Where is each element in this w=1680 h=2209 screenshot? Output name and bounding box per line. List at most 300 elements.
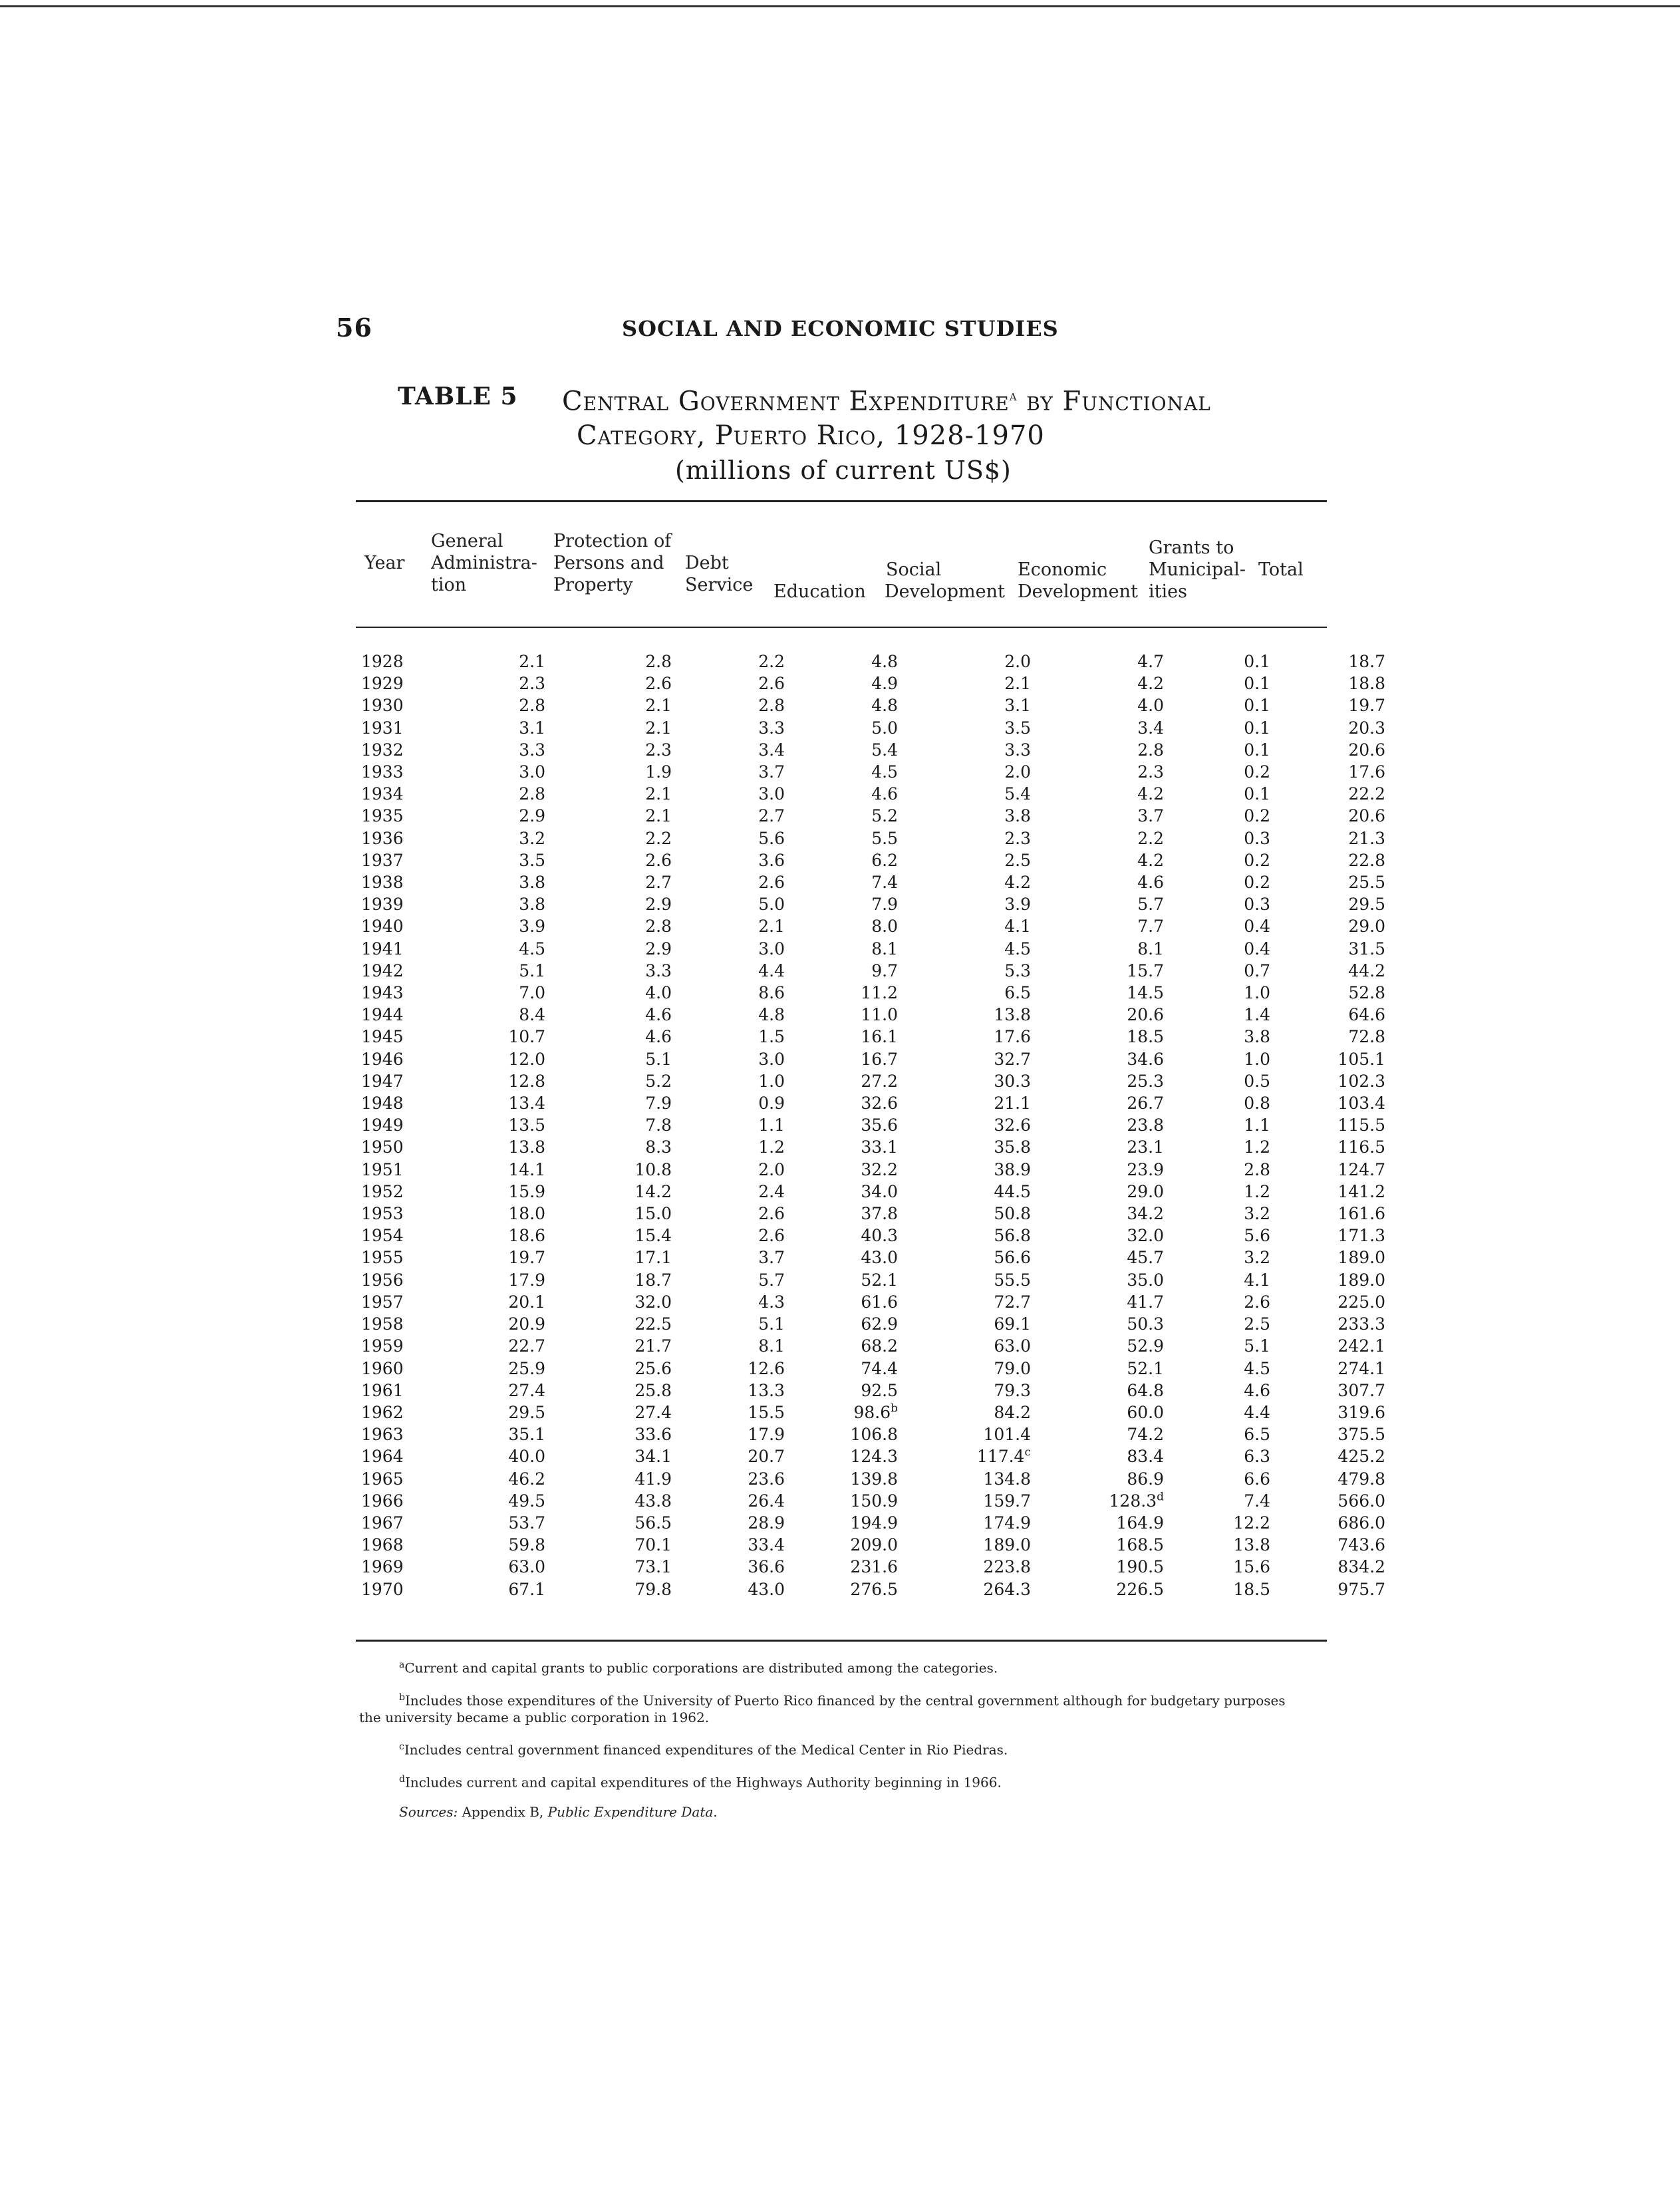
- cell-protection-value: 2.8: [645, 917, 672, 937]
- cell-year-value: 1933: [361, 762, 404, 782]
- cell-social-dev-value: 32.7: [994, 1049, 1031, 1069]
- cell-protection-value: 4.6: [645, 1027, 672, 1047]
- cell-debt-service: [712, 827, 798, 849]
- cell-education: [798, 1026, 924, 1048]
- footnote-d-mark: d: [399, 1773, 405, 1785]
- cell-general-admin-value: 67.1: [508, 1579, 545, 1599]
- cell-grants: [1197, 1380, 1297, 1401]
- cell-education: [798, 1556, 924, 1578]
- cell-protection-value: 18.7: [634, 1270, 672, 1290]
- cell-total-value: 52.8: [1348, 983, 1385, 1003]
- cell-social-dev: [924, 1468, 1057, 1490]
- col-head-education: [773, 581, 866, 603]
- cell-total: [1297, 1578, 1407, 1600]
- sources-title: Public Expenditure Data.: [547, 1803, 718, 1820]
- table-row: [356, 1004, 1407, 1026]
- cell-social-dev: [924, 871, 1057, 893]
- cell-total: [1297, 805, 1407, 827]
- cell-grants: [1197, 1159, 1297, 1181]
- cell-education: [798, 783, 924, 805]
- cell-total-value: 20.6: [1348, 740, 1385, 760]
- cell-protection: [579, 1401, 712, 1423]
- cell-education-value: 62.9: [861, 1314, 898, 1334]
- cell-protection-value: 7.9: [645, 1094, 672, 1113]
- cell-protection: [579, 871, 712, 893]
- cell-grants-value: 0.1: [1244, 718, 1270, 738]
- cell-year: [356, 1070, 444, 1092]
- cell-economic-dev-value: 15.7: [1127, 960, 1164, 980]
- footnote-c-text: Includes central government financed expenditures of the Medical Center in Rio Piedras.: [404, 1741, 1008, 1758]
- cell-social-dev-value: 5.4: [1004, 784, 1031, 804]
- table-row: [356, 651, 1407, 672]
- cell-grants-value: 4.4: [1244, 1402, 1270, 1422]
- cell-grants: [1197, 1534, 1297, 1556]
- cell-year: [356, 651, 444, 672]
- cell-debt-service-value: 1.1: [758, 1115, 785, 1135]
- cell-debt-service: [712, 1070, 798, 1092]
- cell-year-value: 1941: [361, 939, 404, 958]
- cell-social-dev: [924, 1380, 1057, 1401]
- cell-total: [1297, 1048, 1407, 1070]
- cell-protection-value: 1.9: [645, 762, 672, 782]
- cell-social-dev-value: 2.5: [1004, 850, 1031, 870]
- cell-grants-value: 0.1: [1244, 674, 1270, 694]
- cell-total: [1297, 761, 1407, 783]
- cell-protection: [579, 672, 712, 694]
- cell-education: [798, 1468, 924, 1490]
- cell-total: [1297, 1556, 1407, 1578]
- cell-social-dev: [924, 1358, 1057, 1380]
- cell-general-admin-value: 12.0: [508, 1049, 545, 1069]
- cell-year: [356, 1556, 444, 1578]
- cell-social-dev-value: 174.9: [983, 1513, 1031, 1533]
- cell-year-value: 1948: [361, 1094, 404, 1113]
- cell-total: [1297, 739, 1407, 761]
- cell-social-dev: [924, 982, 1057, 1004]
- cell-protection: [579, 1445, 712, 1467]
- cell-education-value: 231.6: [850, 1557, 898, 1577]
- cell-general-admin: [444, 1578, 579, 1600]
- cell-debt-service: [712, 1136, 798, 1158]
- cell-year-value: 1953: [361, 1204, 404, 1224]
- cell-total-value: 189.0: [1337, 1248, 1385, 1268]
- cell-debt-service-value: 2.2: [758, 652, 785, 671]
- cell-total: [1297, 1225, 1407, 1247]
- cell-debt-service-value: 2.6: [758, 1204, 785, 1224]
- cell-debt-service: [712, 1534, 798, 1556]
- cell-grants-value: 0.3: [1244, 828, 1270, 848]
- cell-general-admin: [444, 1092, 579, 1114]
- cell-social-dev: [924, 1269, 1057, 1291]
- col-head-protection-l1: Protection of: [553, 531, 672, 551]
- cell-total-value: 25.5: [1348, 873, 1385, 893]
- expenditure-table-body: [356, 651, 1407, 1600]
- table-row: [356, 1136, 1407, 1158]
- cell-year-value: 1957: [361, 1292, 404, 1312]
- col-head-economic: [1018, 559, 1138, 603]
- cell-general-admin: [444, 717, 579, 739]
- cell-debt-service: [712, 1092, 798, 1114]
- cell-education: [798, 938, 924, 960]
- cell-total: [1297, 1181, 1407, 1203]
- cell-year-value: 1969: [361, 1557, 404, 1577]
- cell-general-admin: [444, 1490, 579, 1512]
- footnotes: [359, 1656, 1310, 1833]
- cell-education: [798, 1512, 924, 1534]
- cell-protection-value: 2.9: [645, 895, 672, 915]
- cell-total: [1297, 1026, 1407, 1048]
- cell-grants: [1197, 1335, 1297, 1357]
- footnote-mark: c: [1024, 1445, 1031, 1459]
- cell-grants: [1197, 849, 1297, 871]
- cell-general-admin-value: 49.5: [508, 1491, 545, 1511]
- cell-economic-dev: [1057, 1159, 1197, 1181]
- cell-education-value: 150.9: [850, 1491, 898, 1511]
- cell-social-dev-value: 32.6: [994, 1115, 1031, 1135]
- cell-economic-dev-value: 4.6: [1137, 873, 1164, 893]
- cell-education: [798, 1534, 924, 1556]
- cell-year-value: 1960: [361, 1358, 404, 1378]
- cell-year: [356, 694, 444, 716]
- cell-total-value: 31.5: [1348, 939, 1385, 958]
- cell-economic-dev-value: 64.8: [1127, 1380, 1164, 1400]
- cell-total-value: 22.2: [1348, 784, 1385, 804]
- cell-education-value: 11.0: [861, 1005, 898, 1025]
- cell-protection: [579, 1181, 712, 1203]
- cell-protection: [579, 1291, 712, 1313]
- cell-general-admin: [444, 761, 579, 783]
- cell-total-value: 22.8: [1348, 850, 1385, 870]
- cell-total: [1297, 717, 1407, 739]
- cell-year-value: 1955: [361, 1248, 404, 1268]
- cell-general-admin-value: 2.8: [519, 784, 545, 804]
- cell-economic-dev-value: 34.6: [1127, 1049, 1164, 1069]
- cell-debt-service: [712, 1358, 798, 1380]
- cell-year: [356, 1004, 444, 1026]
- footnote-d-text: Includes current and capital expenditures of the Highways Authority beginning in 1966.: [404, 1774, 1002, 1791]
- cell-grants: [1197, 1269, 1297, 1291]
- cell-total: [1297, 938, 1407, 960]
- cell-general-admin: [444, 1225, 579, 1247]
- cell-total-value: 20.6: [1348, 806, 1385, 826]
- table-row: [356, 960, 1407, 982]
- cell-education: [798, 1004, 924, 1026]
- cell-protection: [579, 1490, 712, 1512]
- cell-debt-service: [712, 1026, 798, 1048]
- cell-social-dev-value: 79.3: [994, 1380, 1031, 1400]
- cell-year-value: 1964: [361, 1447, 404, 1467]
- cell-year-value: 1929: [361, 674, 404, 694]
- cell-debt-service: [712, 960, 798, 982]
- cell-year: [356, 982, 444, 1004]
- cell-protection: [579, 827, 712, 849]
- cell-debt-service-value: 8.1: [758, 1336, 785, 1356]
- table-row: [356, 827, 1407, 849]
- cell-economic-dev-value: 74.2: [1127, 1425, 1164, 1445]
- cell-protection-value: 25.6: [634, 1358, 672, 1378]
- cell-education: [798, 1203, 924, 1225]
- cell-grants: [1197, 739, 1297, 761]
- cell-debt-service-value: 13.3: [748, 1380, 785, 1400]
- cell-total-value: 686.0: [1337, 1513, 1385, 1533]
- cell-total-value: 19.7: [1348, 696, 1385, 716]
- cell-total: [1297, 1070, 1407, 1092]
- cell-grants-value: 0.3: [1244, 895, 1270, 915]
- cell-debt-service-value: 5.1: [758, 1314, 785, 1334]
- cell-total: [1297, 1401, 1407, 1423]
- cell-general-admin-value: 53.7: [508, 1513, 545, 1533]
- cell-grants-value: 6.6: [1244, 1469, 1270, 1489]
- cell-grants: [1197, 1070, 1297, 1092]
- cell-debt-service-value: 2.8: [758, 696, 785, 716]
- cell-social-dev: [924, 1313, 1057, 1335]
- cell-year: [356, 938, 444, 960]
- cell-economic-dev: [1057, 761, 1197, 783]
- cell-economic-dev: [1057, 739, 1197, 761]
- sources-note: [359, 1803, 1310, 1821]
- cell-education: [798, 1313, 924, 1335]
- cell-grants-value: 4.1: [1244, 1270, 1270, 1290]
- cell-total-value: 425.2: [1337, 1447, 1385, 1467]
- cell-grants-value: 12.2: [1233, 1513, 1270, 1533]
- cell-social-dev-value: 17.6: [994, 1027, 1031, 1047]
- cell-economic-dev: [1057, 982, 1197, 1004]
- cell-protection-value: 70.1: [634, 1535, 672, 1555]
- cell-debt-service: [712, 982, 798, 1004]
- cell-education-value: 124.3: [850, 1447, 898, 1467]
- cell-year: [356, 1468, 444, 1490]
- cell-general-admin: [444, 1468, 579, 1490]
- cell-total-value: 105.1: [1337, 1049, 1385, 1069]
- cell-protection-value: 2.9: [645, 939, 672, 958]
- cell-economic-dev: [1057, 1335, 1197, 1357]
- cell-year-value: 1950: [361, 1137, 404, 1157]
- cell-general-admin: [444, 1048, 579, 1070]
- cell-protection: [579, 1335, 712, 1357]
- cell-total: [1297, 960, 1407, 982]
- cell-general-admin-value: 3.5: [519, 850, 545, 870]
- cell-education: [798, 1136, 924, 1158]
- cell-general-admin: [444, 938, 579, 960]
- cell-debt-service-value: 4.4: [758, 960, 785, 980]
- cell-year-value: 1965: [361, 1469, 404, 1489]
- cell-debt-service-value: 12.6: [748, 1358, 785, 1378]
- cell-grants-value: 6.5: [1244, 1425, 1270, 1445]
- title-footnote-mark: a: [1009, 388, 1018, 404]
- table-row: [356, 1490, 1407, 1512]
- cell-total-value: 233.3: [1337, 1314, 1385, 1334]
- cell-social-dev: [924, 1114, 1057, 1136]
- cell-year-value: 1961: [361, 1380, 404, 1400]
- cell-grants-value: 3.2: [1244, 1204, 1270, 1224]
- cell-education-value: 7.4: [871, 873, 898, 893]
- cell-debt-service-value: 1.5: [758, 1027, 785, 1047]
- cell-grants-value: 0.2: [1244, 806, 1270, 826]
- cell-total-value: 975.7: [1337, 1579, 1385, 1599]
- col-head-general-l3: tion: [431, 575, 467, 595]
- cell-year: [356, 1423, 444, 1445]
- cell-general-admin-value: 27.4: [508, 1380, 545, 1400]
- cell-year: [356, 1313, 444, 1335]
- col-head-protection-l3: Property: [553, 575, 633, 595]
- cell-grants-value: 1.0: [1244, 1049, 1270, 1069]
- cell-economic-dev-value: 4.2: [1137, 850, 1164, 870]
- cell-education-value: 16.1: [861, 1027, 898, 1047]
- table-row: [356, 1512, 1407, 1534]
- cell-grants-value: 0.7: [1244, 960, 1270, 980]
- cell-social-dev: [924, 1578, 1057, 1600]
- cell-debt-service: [712, 938, 798, 960]
- cell-year: [356, 805, 444, 827]
- cell-social-dev-value: 84.2: [994, 1402, 1031, 1422]
- cell-economic-dev-value: 60.0: [1127, 1402, 1164, 1422]
- cell-protection-value: 2.1: [645, 718, 672, 738]
- cell-debt-service: [712, 1203, 798, 1225]
- cell-grants: [1197, 1225, 1297, 1247]
- cell-protection-value: 2.6: [645, 850, 672, 870]
- col-head-general: [431, 530, 537, 596]
- cell-economic-dev: [1057, 1048, 1197, 1070]
- footnote-c-mark: c: [399, 1741, 404, 1753]
- cell-economic-dev: [1057, 1203, 1197, 1225]
- cell-education: [798, 1247, 924, 1268]
- cell-economic-dev: [1057, 1181, 1197, 1203]
- cell-grants-value: 2.8: [1244, 1159, 1270, 1179]
- cell-general-admin-value: 2.9: [519, 806, 545, 826]
- cell-year: [356, 1445, 444, 1467]
- cell-grants: [1197, 1181, 1297, 1203]
- cell-grants: [1197, 1358, 1297, 1380]
- table-row: [356, 1358, 1407, 1380]
- cell-education-value: 139.8: [850, 1469, 898, 1489]
- cell-general-admin-value: 19.7: [508, 1248, 545, 1268]
- cell-education: [798, 1380, 924, 1401]
- cell-year: [356, 1401, 444, 1423]
- cell-year: [356, 1092, 444, 1114]
- cell-grants: [1197, 717, 1297, 739]
- cell-economic-dev-value: 25.3: [1127, 1071, 1164, 1091]
- cell-general-admin: [444, 960, 579, 982]
- cell-economic-dev: [1057, 783, 1197, 805]
- cell-economic-dev: [1057, 1004, 1197, 1026]
- cell-protection-value: 4.0: [645, 983, 672, 1003]
- cell-grants-value: 0.1: [1244, 696, 1270, 716]
- cell-general-admin-value: 10.7: [508, 1027, 545, 1047]
- cell-social-dev-value: 5.3: [1004, 960, 1031, 980]
- col-head-economic-l1: Economic: [1018, 559, 1107, 580]
- table-title-line2: Category, Puerto Rico, 1928-1970: [577, 420, 1045, 452]
- table-row: [356, 1556, 1407, 1578]
- cell-grants-value: 7.4: [1244, 1491, 1270, 1511]
- cell-social-dev-value: 3.3: [1004, 740, 1031, 760]
- cell-year: [356, 1114, 444, 1136]
- cell-social-dev: [924, 915, 1057, 937]
- cell-social-dev-value: 3.5: [1004, 718, 1031, 738]
- footnote-mark: b: [891, 1401, 898, 1415]
- cell-total-value: 29.0: [1348, 917, 1385, 937]
- cell-total: [1297, 1203, 1407, 1225]
- cell-education: [798, 1358, 924, 1380]
- cell-protection-value: 10.8: [634, 1159, 672, 1179]
- table-row: [356, 1291, 1407, 1313]
- cell-general-admin: [444, 1512, 579, 1534]
- table-row: [356, 1269, 1407, 1291]
- cell-general-admin-value: 13.8: [508, 1137, 545, 1157]
- cell-protection-value: 2.3: [645, 740, 672, 760]
- cell-education: [798, 1070, 924, 1092]
- cell-economic-dev-value: 23.9: [1127, 1159, 1164, 1179]
- cell-general-admin-value: 7.0: [519, 983, 545, 1003]
- cell-economic-dev: [1057, 1380, 1197, 1401]
- cell-social-dev-value: 13.8: [994, 1005, 1031, 1025]
- cell-economic-dev-value: 4.7: [1137, 652, 1164, 671]
- cell-total: [1297, 1512, 1407, 1534]
- cell-protection: [579, 960, 712, 982]
- cell-protection-value: 73.1: [634, 1557, 672, 1577]
- cell-total: [1297, 1159, 1407, 1181]
- cell-debt-service: [712, 1512, 798, 1534]
- cell-social-dev-value: 21.1: [994, 1094, 1031, 1113]
- cell-year: [356, 1203, 444, 1225]
- cell-grants: [1197, 1247, 1297, 1268]
- cell-total: [1297, 1445, 1407, 1467]
- cell-total: [1297, 1423, 1407, 1445]
- cell-general-admin-value: 35.1: [508, 1425, 545, 1445]
- cell-social-dev: [924, 960, 1057, 982]
- cell-economic-dev-value: 190.5: [1116, 1557, 1164, 1577]
- cell-total: [1297, 849, 1407, 871]
- cell-economic-dev: [1057, 1468, 1197, 1490]
- cell-total: [1297, 672, 1407, 694]
- cell-general-admin-value: 17.9: [508, 1270, 545, 1290]
- cell-grants: [1197, 1578, 1297, 1600]
- cell-general-admin: [444, 1247, 579, 1268]
- cell-grants-value: 1.2: [1244, 1181, 1270, 1201]
- table-title-units: (millions of current US$): [675, 456, 1012, 486]
- cell-total-value: 18.8: [1348, 674, 1385, 694]
- cell-economic-dev: [1057, 827, 1197, 849]
- cell-protection-value: 15.0: [634, 1204, 672, 1224]
- cell-general-admin-value: 25.9: [508, 1358, 545, 1378]
- cell-debt-service-value: 2.6: [758, 1226, 785, 1246]
- cell-education-value: 5.0: [871, 718, 898, 738]
- cell-education-value: 194.9: [850, 1513, 898, 1533]
- cell-protection-value: 2.1: [645, 806, 672, 826]
- cell-general-admin-value: 3.8: [519, 873, 545, 893]
- cell-protection: [579, 651, 712, 672]
- cell-economic-dev: [1057, 1291, 1197, 1313]
- cell-general-admin: [444, 1445, 579, 1467]
- cell-grants: [1197, 805, 1297, 827]
- cell-protection: [579, 739, 712, 761]
- cell-social-dev: [924, 1490, 1057, 1512]
- cell-protection-value: 8.3: [645, 1137, 672, 1157]
- table-row: [356, 761, 1407, 783]
- cell-education-value: 35.6: [861, 1115, 898, 1135]
- cell-total: [1297, 1380, 1407, 1401]
- table-row: [356, 694, 1407, 716]
- cell-education: [798, 739, 924, 761]
- cell-debt-service: [712, 1490, 798, 1512]
- cell-total-value: 225.0: [1337, 1292, 1385, 1312]
- cell-protection: [579, 1004, 712, 1026]
- table-row: [356, 1092, 1407, 1114]
- cell-social-dev: [924, 783, 1057, 805]
- cell-year-value: 1951: [361, 1159, 404, 1179]
- cell-grants-value: 0.2: [1244, 850, 1270, 870]
- cell-economic-dev-value: 3.7: [1137, 806, 1164, 826]
- cell-debt-service: [712, 1048, 798, 1070]
